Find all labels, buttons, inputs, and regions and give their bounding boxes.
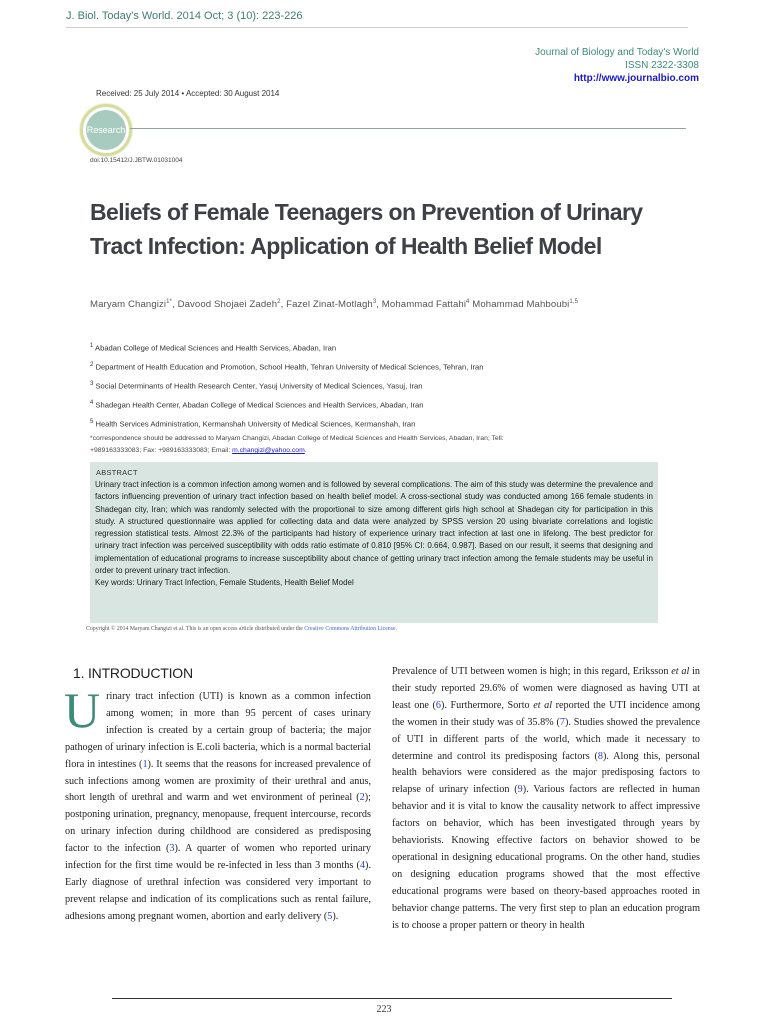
author-name: Davood Shojaei Zadeh <box>177 299 278 311</box>
article-type-badge <box>80 104 132 156</box>
body-text: ). Various factors are reflected in human behavior and it is vital to know the causality network to affect impressive factors on behavior, which has been investigated through years by behaviorists. Knowing effective factors on behavior showed to be operational in designing educational programs. On the other hand, studies on designing education programs showed that the most effective educational programs were based on theory-based approaches rooted in behavior change patterns. The very first step to plan an education program is to choose a proper pattern or theory in health <box>392 784 700 931</box>
italic-text: et al <box>533 699 553 711</box>
affiliation-text: Social Determinants of Health Research Center, Yasuj University of Medical Sciences, Yasuj, Iran <box>93 381 423 391</box>
received-dates: Received: 25 July 2014 • Accepted: 30 August 2014 <box>96 89 280 98</box>
footer-divider <box>112 998 672 999</box>
body-text: ). It seems that the reasons for increased prevalence of such infections among women are proximity of their urethral and anus, short length of urethral and warm and wet environment of perineal ( <box>65 758 371 804</box>
body-text: in their study reported 29.6% of women were diagnosed as having UTI at least one ( <box>392 666 700 711</box>
affiliation-text: Abadan College of Medical Sciences and Health Services, Abadan, Iran <box>93 343 337 353</box>
correspondence-end: . <box>304 447 307 454</box>
body-text: rinary tract infection (UTI) is known as a common infection among women; in more than 95 percent of cases urinary infection is created by a certain group of bacteria; the major pathogen of urinary infection is E.coli bacteria, which is a normal bacterial flora in intestines ( <box>65 691 371 770</box>
affiliation-number: 5 <box>90 419 94 426</box>
abstract-box <box>90 462 658 623</box>
license-link[interactable]: Creative Commons Attribution License <box>304 626 396 632</box>
affiliation-number: 2 <box>90 362 94 369</box>
correspondence-email-link[interactable]: m.changizi@yahoo.com <box>232 447 305 454</box>
section-heading: 1. INTRODUCTION <box>73 665 193 681</box>
affiliation <box>90 357 484 376</box>
affiliation-number: 3 <box>90 381 94 388</box>
top-divider <box>66 27 688 28</box>
issn: ISSN 2322-3308 <box>625 60 699 71</box>
affiliation-text: Shadegan Health Center, Abadan College of Medical Sciences and Health Services, Abadan, Iran <box>93 400 424 410</box>
article-type-label: Research <box>86 110 126 150</box>
body-text: reported the UTI incidence among the women in their study was of 35.8% ( <box>392 699 700 728</box>
body-text: ). Early diagnose of urethral infection was considered very important to prevent relapse and indication of its complications such as rental failure, adhesions among pregnant women, abortion and early delivery ( <box>65 860 371 922</box>
body-text: ). Studies showed the prevalence of UTI in different parts of the world, which made it necessary to determine and control its predisposing factors ( <box>392 716 700 762</box>
header-divider <box>130 128 686 129</box>
page-number: 223 <box>376 1004 392 1015</box>
author-affiliation-marker: 2 <box>277 299 281 305</box>
author-affiliation-marker: 3 <box>372 299 377 305</box>
body-text: Prevalence of UTI between women is high; in this regard, Eriksson <box>392 666 672 677</box>
italic-text: et al <box>671 666 690 677</box>
author-list: Maryam Changizi$^{1*}$, Davood Shojaei Zadeh$^2$, Fazel Zinat-Motlagh$^3$, Mohammad Fattahi$^4$ Mohammad Mahboubi$^{1,5}$ <box>90 299 579 311</box>
affiliation-text: Department of Health Education and Promotion, School Health, Tehran University of Medical Sciences, Tehran, Iran <box>93 362 484 372</box>
copyright-notice <box>86 626 397 632</box>
drop-cap: U <box>64 682 101 738</box>
body-text: ). Furthermore, Sorto <box>441 699 534 711</box>
body-text: ). A quarter of women who reported urinary infection for the first time would be re-infected in less than 3 months ( <box>65 843 371 872</box>
citation-link[interactable]: 5 <box>327 910 333 922</box>
keywords: Key words: Urinary Tract Infection, Female Students, Health Belief Model <box>95 578 354 588</box>
doi[interactable]: doi:10.15412/J.JBTW.01031004 <box>90 157 183 164</box>
running-head: J. Biol. Today's World. 2014 Oct; 3 (10): 223-226 <box>66 10 303 22</box>
correspondence <box>90 433 650 457</box>
author-name: Mohammad Fattahi <box>381 299 467 311</box>
journal-url-link[interactable]: http://www.journalbio.com <box>573 73 699 84</box>
affiliation-list <box>90 338 484 433</box>
citation-link[interactable]: 1 <box>142 758 148 770</box>
affiliation-text: Health Services Administration, Kermanshah University of Medical Sciences, Kermanshah, Iran <box>93 419 416 429</box>
body-text: ); postponing urination, pregnancy, menopause, frequent intercourse, records on urinary infection during childhood are considered as predisposing factor to the infection ( <box>65 792 371 855</box>
citation-link[interactable]: 9 <box>517 784 523 796</box>
correspondence-line-1: *correspondence should be addressed to Maryam Changizi, Abadan College of Medical Sciences and Health Services, Abadan, Iran; Tell: <box>90 435 504 442</box>
author-affiliation-marker: 4 <box>466 299 470 305</box>
author-name: Mohammad Mahboubi <box>472 299 570 311</box>
correspondence-line-2: +989163333083; Fax: +989163333083; Email: <box>90 447 233 454</box>
citation-link[interactable]: 2 <box>359 792 365 804</box>
author-affiliation-marker: 1* <box>166 299 173 305</box>
abstract-heading: ABSTRACT <box>96 468 138 477</box>
paragraph <box>64 682 371 926</box>
paragraph <box>392 664 700 935</box>
body-column-left <box>65 665 371 926</box>
affiliation-number: 4 <box>90 400 94 407</box>
article-title: Beliefs of Female Teenagers on Prevention of Urinary Tract Infection: Application of Health Belief Model <box>90 199 643 259</box>
body-text: ). <box>332 910 339 922</box>
author-name: Fazel Zinat-Motlagh <box>286 299 373 311</box>
affiliation <box>90 395 484 414</box>
copyright-text: Copyright © 2014 Maryam Changizi et al. This is an open access article distributed under the <box>86 626 305 632</box>
journal-info <box>535 46 699 85</box>
author-affiliation-marker: 1,5 <box>569 299 579 305</box>
affiliation <box>90 376 484 395</box>
citation-link[interactable]: 3 <box>169 843 175 855</box>
body-column-right <box>392 664 700 935</box>
journal-name: Journal of Biology and Today's World <box>535 47 699 58</box>
citation-link[interactable]: 6 <box>435 699 441 711</box>
copyright-end: . <box>395 626 397 632</box>
citation-link[interactable]: 4 <box>359 860 366 872</box>
citation-link[interactable]: 7 <box>559 716 565 728</box>
abstract-text: Urinary tract infection is a common infection among women and is followed by several complications. The aim of this study was determine the prevalence and factors influencing prevention of urinary tract infection based on health belief model. A cross-sectional study was conducted among 166 female students in Shadegan city, Iran; which was randomly selected with the proportional to size among different girls high school at Shadegan city for participation in this study. A structured questionnaire was applied for collecting data and data were analyzed by SPSS version 20 using bivariate correlations and logistic regression statistical tests. Almost 22.3% of the participants had history of experience urinary tract infection at last one in lifelong. The best predictor for urinary tract infection was perceived susceptibility with odds ratio estimate of 0.810 [95% CI: 0.664, 0.987]. Based on our result, it seems that designing and implementation of educational programs to increase susceptibility about chance of getting urinary tract infection among the female students may be useful in order to prevent urinary tract infection. <box>95 480 653 576</box>
body-text: ). Along this, personal health behaviors were considered as the major predisposing factors to relapse of urinary infection ( <box>392 750 700 796</box>
affiliation <box>90 338 484 357</box>
author-name: Maryam Changizi <box>90 299 167 311</box>
affiliation-number: 1 <box>90 343 94 349</box>
affiliation <box>90 414 484 433</box>
citation-link[interactable]: 8 <box>597 750 603 762</box>
